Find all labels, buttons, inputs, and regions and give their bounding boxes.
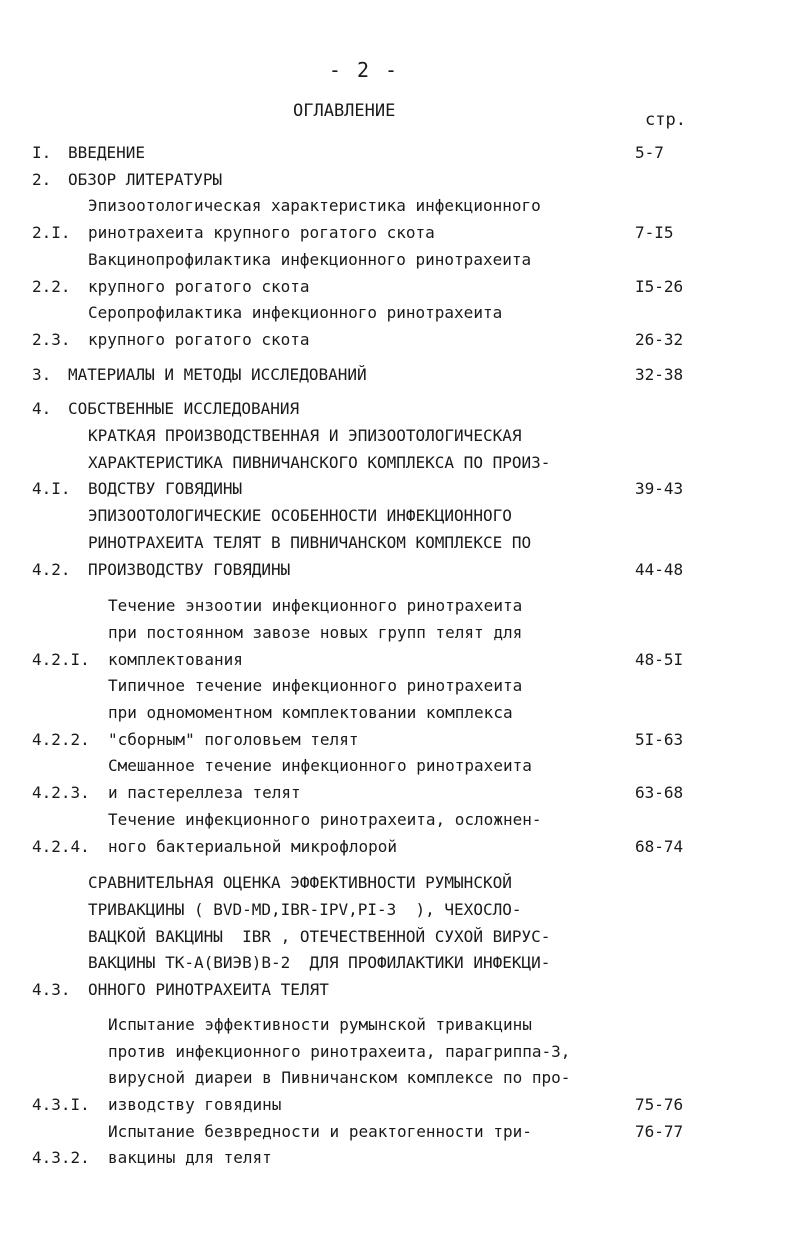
entry-pages: 76-77	[635, 1121, 684, 1141]
entry-pages: 26-32	[635, 329, 684, 349]
entry-number: 4.2.	[32, 559, 71, 579]
pages-column-header: стр.	[645, 110, 686, 130]
entry-pages: 7-I5	[635, 223, 674, 243]
entry-pages: 75-76	[635, 1094, 684, 1114]
entry-title: СОБСТВЕННЫЕ ИССЛЕДОВАНИЯ	[68, 399, 300, 419]
entry-pages: 63-68	[635, 783, 684, 803]
toc-entry	[32, 503, 732, 583]
entry-pages: 32-38	[635, 364, 684, 384]
toc-entry	[32, 362, 732, 389]
entry-number: 2.I.	[32, 223, 71, 243]
entry-title: ОБЗОР ЛИТЕРАТУРЫ	[68, 169, 223, 189]
entry-number: 4.3.I.	[32, 1094, 90, 1114]
entry-pages: 39-43	[635, 479, 684, 499]
page-number: - 2 -	[328, 58, 400, 82]
entry-number: 4.2.2.	[32, 729, 90, 749]
toc-entry	[32, 870, 732, 1004]
entry-number: 4.	[32, 399, 52, 419]
entry-pages: 68-74	[635, 836, 684, 856]
toc-entry	[32, 593, 732, 673]
entry-pages: 48-5I	[635, 649, 684, 669]
entry-title: Течение инфекционного ринотрахеита, осложнен- ного бактериальной микрофлорой	[108, 809, 542, 856]
entry-number: 3.	[32, 364, 52, 384]
toc-entry	[32, 300, 732, 353]
toc-title: ОГЛАВЛЕНИЕ	[293, 101, 396, 121]
entry-title: Вакцинопрофилактика инфекционного ринотрахеита крупного рогатого скота	[88, 249, 532, 296]
toc-entry	[32, 1012, 732, 1119]
entry-number: 2.3.	[32, 329, 71, 349]
entry-number: 4.3.2.	[32, 1148, 90, 1168]
entry-pages: 5-7	[635, 143, 664, 162]
toc-entry	[32, 193, 732, 246]
toc-entry	[32, 247, 732, 300]
entry-title: Типичное течение инфекционного ринотрахеита при одномоментном комплектовании комплекса "сборным" поголовьем телят	[108, 676, 523, 749]
toc-entry	[32, 140, 732, 167]
toc-entry	[32, 673, 732, 753]
entry-title: Испытание безвредности и реактогенности три- вакцины для телят	[108, 1121, 532, 1168]
entry-title: СРАВНИТЕЛЬНАЯ ОЦЕНКА ЭФФЕКТИВНОСТИ РУМЫНСКОЙ ТРИВАКЦИНЫ ( BVD-MD,IBR-IPV,PI-3 ), ЧЕХОСЛО- ВАЦКОЙ ВАКЦИНЫ IBR , ОТЕЧЕСТВЕННОЙ СУХОЙ ВИРУС- ВАКЦИНЫ ТК-А(ВИЭВ)В-2 ДЛЯ ПРОФИЛАКТИКИ ИНФЕКЦИ- ОННОГО РИНОТРАХЕИТА ТЕЛЯТ	[88, 873, 551, 1000]
entry-title: Испытание эффективности румынской тривакцины против инфекционного ринотрахеита, парагриппа-3, вирусной диареи в Пивничанском комплексе по про- изводству говядины	[108, 1014, 571, 1114]
entry-title: МАТЕРИАЛЫ И МЕТОДЫ ИССЛЕДОВАНИЙ	[68, 364, 367, 384]
entry-title: Эпизоотологическая характеристика инфекционного ринотрахеита крупного рогатого скота	[88, 196, 541, 243]
toc-entry	[32, 423, 732, 503]
entry-title: ЭПИЗООТОЛОГИЧЕСКИЕ ОСОБЕННОСТИ ИНФЕКЦИОННОГО РИНОТРАХЕИТА ТЕЛЯТ В ПИВНИЧАНСКОМ КОМПЛЕКСЕ ПО ПРОИЗВОДСТВУ ГОВЯДИНЫ	[88, 506, 532, 579]
entry-number: 4.3.	[32, 980, 71, 1000]
table-of-contents	[32, 140, 732, 1172]
toc-entry	[32, 396, 732, 423]
entry-number: 2.	[32, 169, 52, 189]
toc-entry	[32, 1119, 732, 1172]
entry-title: Серопрофилактика инфекционного ринотрахеита крупного рогатого скота	[88, 303, 503, 349]
entry-number: 2.2.	[32, 276, 71, 296]
entry-number: 4.I.	[32, 479, 71, 499]
entry-number: 4.2.3.	[32, 783, 90, 803]
entry-title: ВВЕДЕНИЕ	[68, 143, 146, 162]
entry-pages: 44-48	[635, 559, 684, 579]
toc-entry	[32, 167, 732, 194]
entry-title: Течение энзоотии инфекционного ринотрахеита при постоянном завозе новых групп телят для комплектования	[108, 596, 523, 669]
entry-title: КРАТКАЯ ПРОИЗВОДСТВЕННАЯ И ЭПИЗООТОЛОГИЧЕСКАЯ ХАРАКТЕРИСТИКА ПИВНИЧАНСКОГО КОМПЛЕКСА ПО ПРОИЗ- ВОДСТВУ ГОВЯДИНЫ	[88, 426, 551, 499]
entry-number: 4.2.I.	[32, 649, 90, 669]
toc-entry	[32, 753, 732, 806]
entry-number: 4.2.4.	[32, 836, 90, 856]
entry-title: Смешанное течение инфекционного ринотрахеита и пастереллеза телят	[108, 756, 532, 803]
entry-pages: I5-26	[635, 276, 684, 296]
entry-number: I.	[32, 143, 52, 162]
entry-pages: 5I-63	[635, 729, 684, 749]
toc-entry	[32, 807, 732, 860]
